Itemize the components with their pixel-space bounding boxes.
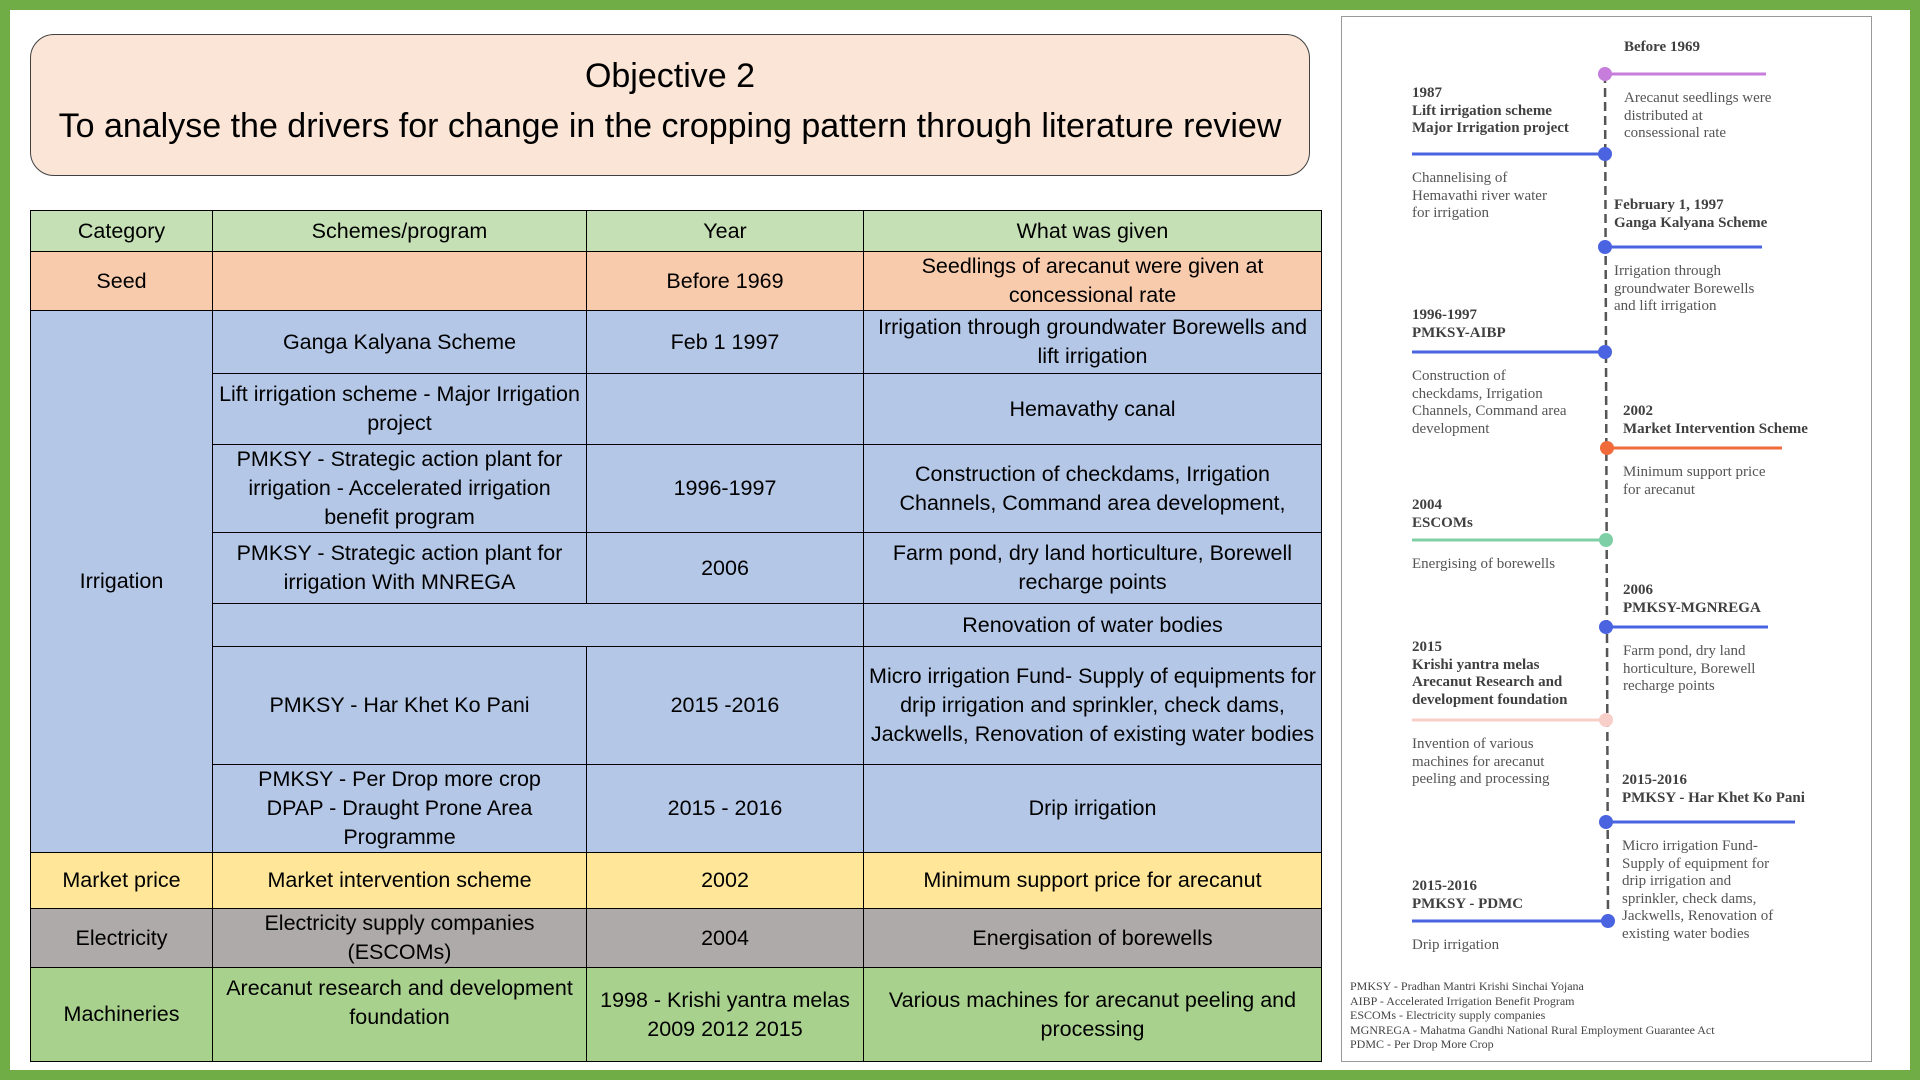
- scheme-cell: [213, 252, 587, 311]
- legend-item: AIBP - Accelerated Irrigation Benefit Program: [1350, 993, 1575, 1008]
- timeline-event: [1412, 307, 1567, 438]
- event-description: Arecanut seedlings were distributed at consessional rate: [1624, 90, 1772, 141]
- table-row-market: [31, 853, 1322, 909]
- table-row: [31, 533, 1322, 604]
- timeline-panel: [1341, 16, 1872, 1062]
- scheme-cell: [213, 765, 587, 853]
- drivers-table: [30, 210, 1322, 1062]
- timeline-event: [1622, 772, 1805, 943]
- given-cell: Renovation of water bodies: [864, 604, 1322, 647]
- timeline-event: [1412, 639, 1567, 789]
- given-cell: Various machines for arecanut peeling and processing: [864, 968, 1322, 1062]
- timeline-node: [1599, 713, 1613, 727]
- scheme-line: DPAP - Draught Prone Area Programme: [266, 796, 533, 849]
- scheme-cell: Ganga Kalyana Scheme: [213, 311, 587, 374]
- event-description: Invention of various machines for arecanut peeling and processing: [1412, 736, 1550, 787]
- timeline-node: [1598, 67, 1612, 81]
- event-title: 2002 Market Intervention Scheme: [1623, 403, 1808, 437]
- given-cell: Hemavathy canal: [864, 374, 1322, 445]
- scheme-cell: Arecanut research and development foundation: [213, 968, 587, 1062]
- year-cell: 2004: [587, 909, 864, 968]
- legend-item: PDMC - Per Drop More Crop: [1350, 1037, 1494, 1051]
- timeline-event: [1623, 582, 1761, 696]
- year-cell: 2002: [587, 853, 864, 909]
- header-schemes: Schemes/program: [213, 211, 587, 252]
- event-description: Energising of borewells: [1412, 556, 1556, 572]
- given-cell: Micro irrigation Fund- Supply of equipments for drip irrigation and sprinkler, check dams, Jackwells, Renovation of existing water bodies: [864, 647, 1322, 765]
- given-cell: Energisation of borewells: [864, 909, 1322, 968]
- year-cell: 2015 -2016: [587, 647, 864, 765]
- category-cell: Irrigation: [31, 311, 213, 853]
- given-cell: Construction of checkdams, Irrigation Channels, Command area development,: [864, 445, 1322, 533]
- scheme-cell: PMKSY - Har Khet Ko Pani: [213, 647, 587, 765]
- category-cell: Machineries: [31, 968, 213, 1062]
- event-description: Farm pond, dry land horticulture, Borewell recharge points: [1623, 643, 1756, 694]
- table-row: [31, 765, 1322, 853]
- year-line: 1998 - Krishi yantra melas: [600, 987, 850, 1012]
- category-cell: Electricity: [31, 909, 213, 968]
- table-header-row: [31, 211, 1322, 252]
- scheme-cell: PMKSY - Strategic action plant for irrigation - Accelerated irrigation benefit program: [213, 445, 587, 533]
- event-description: Channelising of Hemavathi river water for irrigation: [1412, 170, 1547, 221]
- scheme-cell: [213, 604, 864, 647]
- year-line: 2009 2012 2015: [647, 1016, 803, 1041]
- timeline-event: [1624, 39, 1771, 143]
- event-description: Irrigation through groundwater Borewells and lift irrigation: [1614, 263, 1755, 314]
- event-title: Before 1969: [1624, 39, 1700, 55]
- scheme-cell: Market intervention scheme: [213, 853, 587, 909]
- legend-item: MGNREGA - Mahatma Gandhi National Rural Employment Guarantee Act: [1350, 1022, 1715, 1037]
- timeline-event: [1623, 403, 1808, 499]
- header-year: Year: [587, 211, 864, 252]
- table-row: [31, 311, 1322, 374]
- timeline-event: [1412, 497, 1555, 574]
- event-title: 2006 PMKSY-MGNREGA: [1623, 582, 1761, 616]
- event-title: 1987 Lift irrigation scheme Major Irrigation project: [1412, 85, 1569, 136]
- timeline-node: [1601, 914, 1615, 928]
- event-title: 1996-1997 PMKSY-AIBP: [1412, 307, 1506, 341]
- category-cell: Seed: [31, 252, 213, 311]
- year-cell: 2015 - 2016: [587, 765, 864, 853]
- year-cell: Before 1969: [587, 252, 864, 311]
- objective-header: [30, 34, 1310, 176]
- objective-title: Objective 2: [584, 57, 756, 95]
- timeline-event: [1412, 878, 1523, 955]
- table-row: [31, 445, 1322, 533]
- event-title: 2015-2016 PMKSY - PDMC: [1412, 878, 1524, 912]
- timeline-node: [1599, 620, 1613, 634]
- timeline-node: [1598, 345, 1612, 359]
- year-cell: [587, 968, 864, 1062]
- table-row-machineries: [31, 968, 1322, 1062]
- header-category: Category: [31, 211, 213, 252]
- year-cell: 1996-1997: [587, 445, 864, 533]
- category-cell: Market price: [31, 853, 213, 909]
- event-title: 2015 Krishi yantra melas Arecanut Research and development foundation: [1412, 639, 1568, 708]
- year-cell: [587, 374, 864, 445]
- table-row-seed: [31, 252, 1322, 311]
- scheme-cell: PMKSY - Strategic action plant for irrigation With MNREGA: [213, 533, 587, 604]
- given-cell: Drip irrigation: [864, 765, 1322, 853]
- timeline-axis: [1605, 74, 1608, 917]
- given-cell: Irrigation through groundwater Borewells and lift irrigation: [864, 311, 1322, 374]
- timeline-node: [1598, 240, 1612, 254]
- year-cell: 2006: [587, 533, 864, 604]
- table-row-electricity: [31, 909, 1322, 968]
- given-cell: Minimum support price for arecanut: [864, 853, 1322, 909]
- scheme-line: PMKSY - Per Drop more crop: [258, 767, 541, 791]
- abbreviation-legend: [1350, 979, 1715, 1052]
- objective-subtitle: To analyse the drivers for change in the cropping pattern through literature review: [58, 107, 1282, 145]
- timeline-event: [1412, 85, 1569, 223]
- event-description: Drip irrigation: [1412, 937, 1500, 953]
- event-description: Micro irrigation Fund- Supply of equipment for drip irrigation and sprinkler, check dams, Jackwells, Renovation of existing water bodies: [1622, 838, 1774, 942]
- given-cell: Seedlings of arecanut were given at concessional rate: [864, 252, 1322, 311]
- timeline-node: [1598, 147, 1612, 161]
- table-row: [31, 647, 1322, 765]
- timeline-event: [1614, 197, 1767, 316]
- timeline-node: [1599, 815, 1613, 829]
- legend-item: ESCOMs - Electricity supply companies: [1350, 1008, 1546, 1022]
- legend-item: PMKSY - Pradhan Mantri Krishi Sinchai Yojana: [1350, 979, 1584, 993]
- event-title: February 1, 1997 Ganga Kalyana Scheme: [1614, 197, 1768, 231]
- timeline-node: [1600, 441, 1614, 455]
- year-cell: Feb 1 1997: [587, 311, 864, 374]
- event-title: 2004 ESCOMs: [1412, 497, 1473, 531]
- given-cell: Farm pond, dry land horticulture, Borewell recharge points: [864, 533, 1322, 604]
- scheme-cell: Lift irrigation scheme - Major Irrigation project: [213, 374, 587, 445]
- event-description: Construction of checkdams, Irrigation Channels, Command area development: [1412, 368, 1567, 437]
- table-row: [31, 374, 1322, 445]
- scheme-cell: Electricity supply companies (ESCOMs): [213, 909, 587, 968]
- table-row: [31, 604, 1322, 647]
- event-title: 2015-2016 PMKSY - Har Khet Ko Pani: [1622, 772, 1805, 806]
- header-given: What was given: [864, 211, 1322, 252]
- timeline-node: [1599, 533, 1613, 547]
- event-description: Minimum support price for arecanut: [1623, 464, 1766, 498]
